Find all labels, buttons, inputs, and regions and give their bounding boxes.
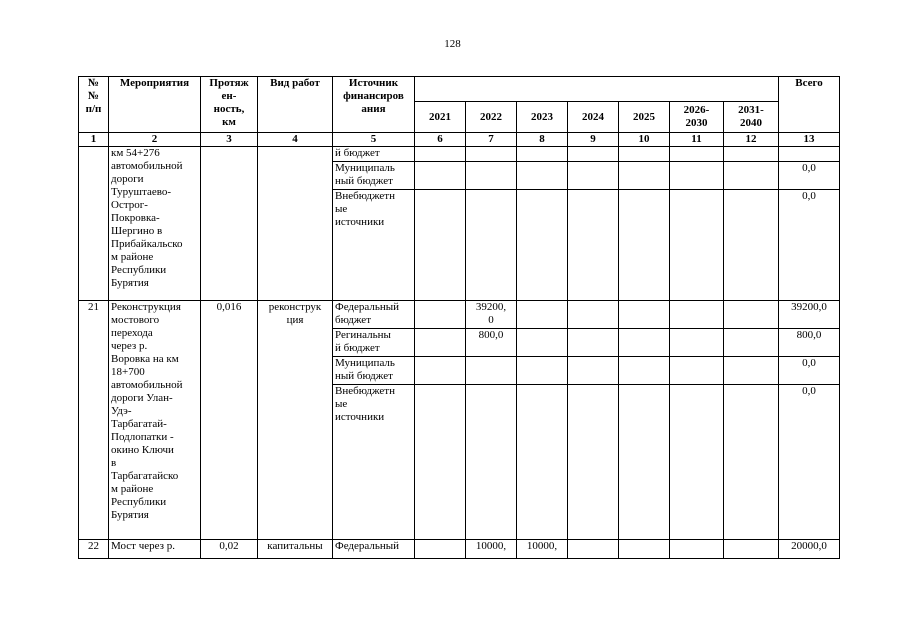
cell-work-type: капитальны (258, 540, 333, 559)
cell-source: Федеральный (333, 540, 415, 559)
header-work-type: Вид работ (258, 77, 333, 133)
cell-event: Мост через р. (109, 540, 201, 559)
cell-length: 0,02 (201, 540, 258, 559)
column-number: 3 (201, 133, 258, 147)
table-row (79, 540, 840, 559)
column-number: 10 (619, 133, 670, 147)
cell-num: 21 (79, 301, 109, 540)
cell-total: 0,0 (779, 357, 840, 385)
header-event: Мероприятия (109, 77, 201, 133)
header-year: 2021 (415, 102, 466, 133)
header-row (79, 77, 840, 102)
column-number: 4 (258, 133, 333, 147)
header-year: 2022 (466, 102, 517, 133)
column-number: 2 (109, 133, 201, 147)
header-year: 2025 (619, 102, 670, 133)
header-source: Источник финансиров ания (333, 77, 415, 133)
header-year: 2023 (517, 102, 568, 133)
cell-total: 0,0 (779, 162, 840, 190)
cell-source: Внебюджетн ые источники (333, 190, 415, 301)
header-year: 2031- 2040 (724, 102, 779, 133)
cell-total: 0,0 (779, 190, 840, 301)
cell-num (79, 147, 109, 301)
cell-work-type (258, 147, 333, 301)
header-total: Всего (779, 77, 840, 133)
cell-total: 20000,0 (779, 540, 840, 559)
column-number: 8 (517, 133, 568, 147)
header-num: № № п/п (79, 77, 109, 133)
column-number: 12 (724, 133, 779, 147)
column-number-row (79, 133, 840, 147)
cell-2022: 10000, (466, 540, 517, 559)
page-number: 128 (444, 38, 461, 50)
cell-length: 0,016 (201, 301, 258, 540)
cell-event: Реконструкция мостового перехода через р. Воровка на км 18+700 автомобильной дороги Улан- Удэ- Тарбагатай- Подлопатки - окино Ключи в Тарбагатайско м районе Республики Бурятия (109, 301, 201, 540)
cell-total: 0,0 (779, 385, 840, 540)
cell-total: 800,0 (779, 329, 840, 357)
table-row (79, 301, 840, 329)
cell-num: 22 (79, 540, 109, 559)
column-number: 6 (415, 133, 466, 147)
cell-source: Муниципаль ный бюджет (333, 162, 415, 190)
cell-source: Регинальны й бюджет (333, 329, 415, 357)
column-number: 1 (79, 133, 109, 147)
column-number: 13 (779, 133, 840, 147)
cell-work-type: реконструк ция (258, 301, 333, 540)
table-row (79, 147, 840, 162)
column-number: 9 (568, 133, 619, 147)
cell-source: й бюджет (333, 147, 415, 162)
cell-2022 (466, 357, 517, 385)
cell-event: км 54+276 автомобильной дороги Туруштаево- Острог- Покровка- Шергино в Прибайкальско м районе Республики Бурятия (109, 147, 201, 301)
header-years-group (415, 77, 779, 102)
cell-2022 (466, 385, 517, 540)
column-number: 5 (333, 133, 415, 147)
column-number: 7 (466, 133, 517, 147)
header-length: Протяж ен- ность, км (201, 77, 258, 133)
header-year: 2026- 2030 (670, 102, 724, 133)
cell-source: Внебюджетн ые источники (333, 385, 415, 540)
column-number: 11 (670, 133, 724, 147)
financing-table (78, 76, 840, 559)
cell-total (779, 147, 840, 162)
cell-2022: 800,0 (466, 329, 517, 357)
cell-source: Муниципаль ный бюджет (333, 357, 415, 385)
cell-length (201, 147, 258, 301)
cell-total: 39200,0 (779, 301, 840, 329)
cell-source: Федеральный бюджет (333, 301, 415, 329)
cell-2023: 10000, (517, 540, 568, 559)
header-year: 2024 (568, 102, 619, 133)
cell-2022: 39200, 0 (466, 301, 517, 329)
